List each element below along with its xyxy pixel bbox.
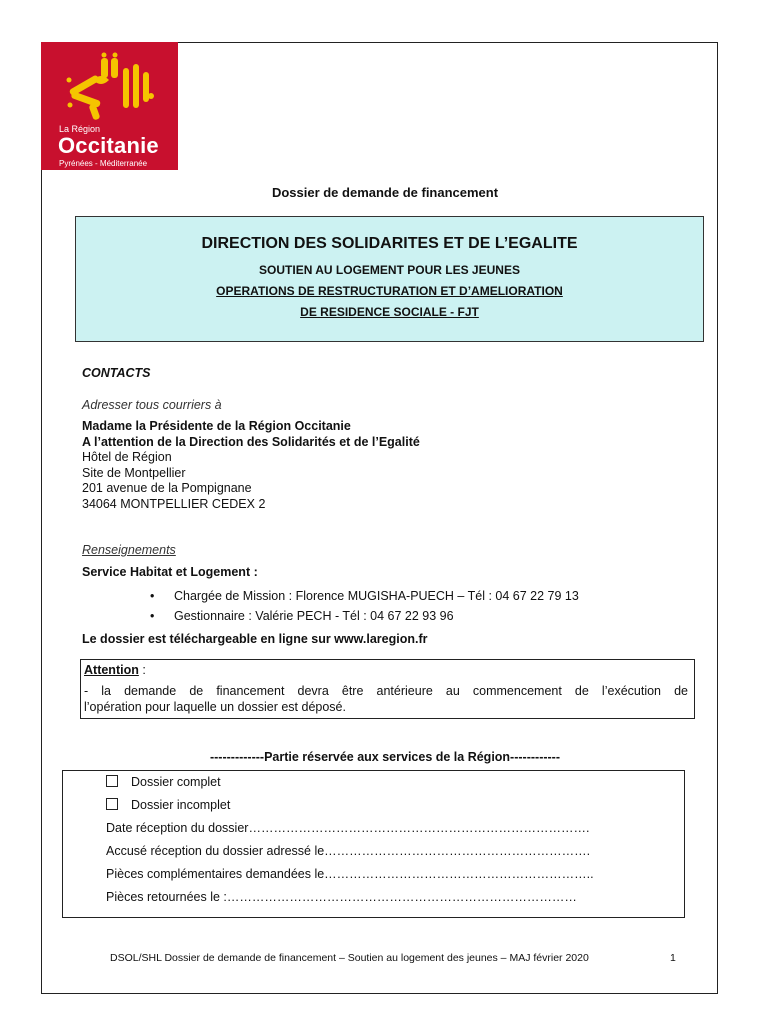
- attention-text-line2: l’opération pour laquelle un dossier est déposé.: [84, 700, 346, 714]
- contact-item: • Chargée de Mission : Florence MUGISHA-PUECH – Tél : 04 67 22 79 13: [150, 586, 579, 606]
- residence-title: DE RESIDENCE SOCIALE - FJT: [300, 305, 479, 319]
- document-subtitle: Dossier de demande de financement: [271, 185, 499, 200]
- reception-date-field: Date réception du dossier……………………………………………………………………….: [106, 821, 590, 835]
- attention-label: Attention: [84, 663, 139, 677]
- direction-title: DIRECTION DES SOLIDARITES ET DE L’EGALITE: [201, 235, 578, 252]
- returned-documents-field: Pièces retournées le :…………………………………………………………………………: [106, 890, 577, 904]
- checkbox-label: Dossier complet: [131, 775, 221, 789]
- logo-tagline: Pyrénées - Méditerranée: [59, 159, 148, 168]
- program-title: SOUTIEN AU LOGEMENT POUR LES JEUNES: [259, 263, 520, 277]
- region-logo: [41, 42, 178, 170]
- address-line: Site de Montpellier: [82, 466, 186, 480]
- service-name: Service Habitat et Logement :: [82, 565, 258, 579]
- logo-wordmark: Occitanie: [58, 133, 159, 158]
- operation-title: OPERATIONS DE RESTRUCTURATION ET D’AMELIORATION: [216, 284, 563, 298]
- address-line: 34064 MONTPELLIER CEDEX 2: [82, 497, 266, 511]
- address-line: Hôtel de Région: [82, 450, 172, 464]
- address-line: Madame la Présidente de la Région Occitanie: [82, 419, 351, 433]
- checkbox-row-incomplete[interactable]: [106, 798, 230, 812]
- acknowledgment-date-field: Accusé réception du dossier adressé le……………………………………………………….: [106, 844, 591, 858]
- address-line: 201 avenue de la Pompignane: [82, 481, 252, 495]
- download-note: Le dossier est téléchargeable en ligne sur www.laregion.fr: [82, 632, 428, 646]
- attention-box: [80, 659, 695, 719]
- address-intro: Adresser tous courriers à: [82, 398, 222, 412]
- attention-text-line1: - la demande de financement devra être antérieure au commencement de l’exécution de: [84, 684, 688, 698]
- contacts-heading: CONTACTS: [82, 366, 151, 380]
- contact-item: • Gestionnaire : Valérie PECH - Tél : 04 67 22 93 96: [150, 606, 579, 626]
- info-heading: Renseignements: [82, 543, 176, 557]
- contact-list: [150, 586, 579, 626]
- reserved-section-title: -------------Partie réservée aux services de la Région------------: [209, 750, 561, 764]
- attention-label-row: [84, 663, 146, 677]
- footer-text: DSOL/SHL Dossier de demande de financement – Soutien au logement des jeunes – MAJ février 2020: [110, 952, 589, 964]
- reserved-box: [62, 770, 685, 918]
- page-number: 1: [670, 952, 676, 964]
- requested-documents-field: Pièces complémentaires demandées le………………………………………………………..: [106, 867, 594, 881]
- occitan-cross-icon: [63, 52, 155, 122]
- checkbox-complete[interactable]: [106, 775, 118, 787]
- address-line: A l’attention de la Direction des Solidarités et de l’Egalité: [82, 435, 420, 449]
- header-box: [75, 216, 704, 342]
- logo-line1: La Région: [59, 124, 101, 134]
- checkbox-incomplete[interactable]: [106, 798, 118, 810]
- attention-colon: :: [138, 663, 146, 677]
- checkbox-row-complete[interactable]: [106, 775, 221, 789]
- checkbox-label: Dossier incomplet: [131, 798, 231, 812]
